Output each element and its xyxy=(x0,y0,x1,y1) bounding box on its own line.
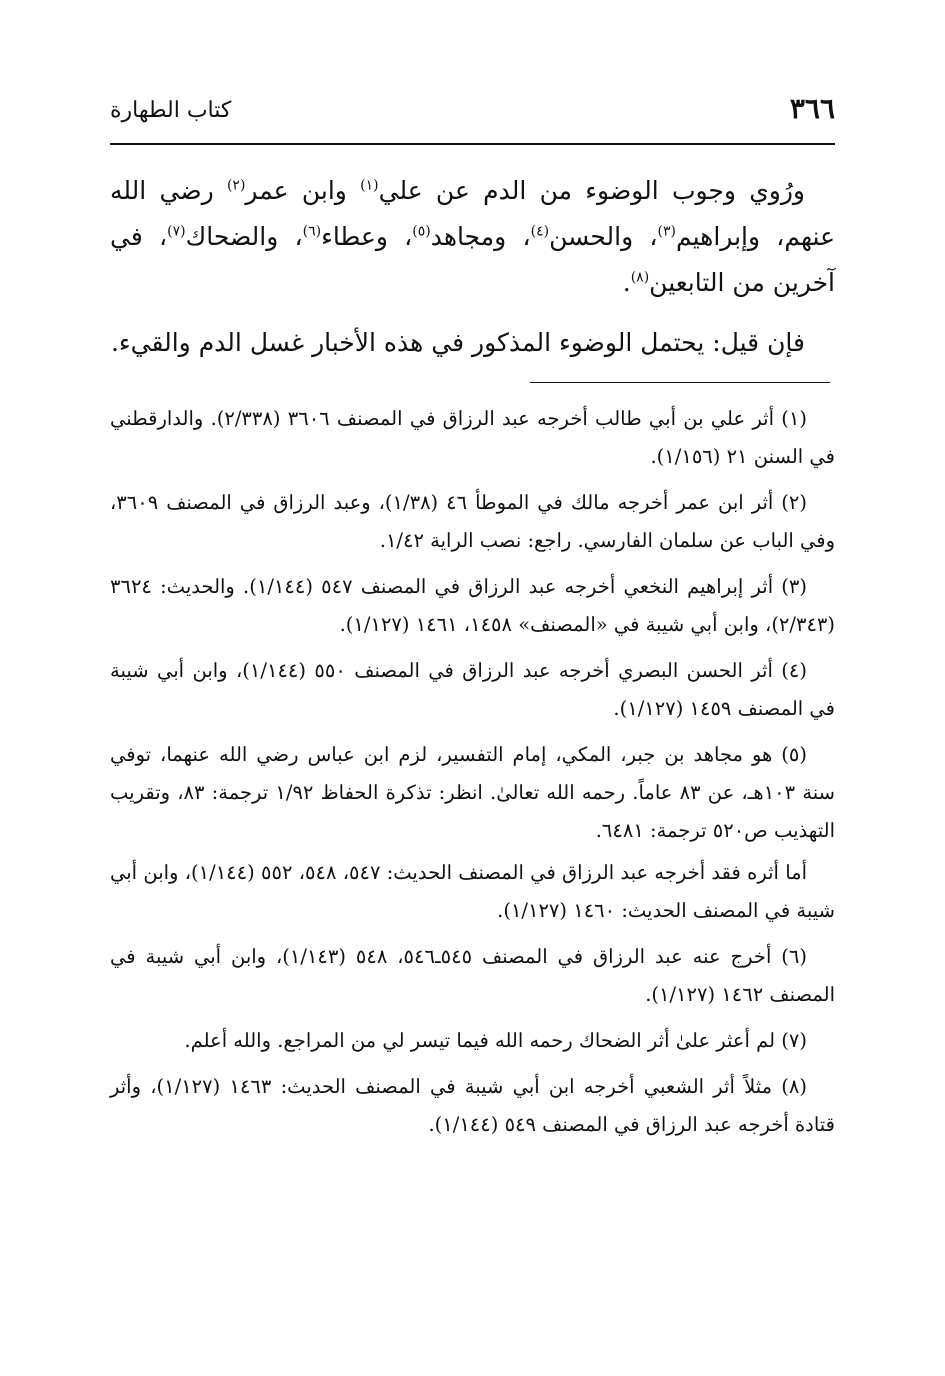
footnote-5-continued: أما أثره فقد أخرجه عبد الرزاق في المصنف الحديث: ٥٤٧، ٥٤٨، ٥٥٢ (١/١٤٤)، وابن أبي شيبة في المصنف الحديث: ١٤٦٠ (١/١٢٧). xyxy=(110,861,835,922)
footnote-ref: (٤) xyxy=(530,223,550,240)
text-run: ورُوي وجوب الوضوء من الدم عن علي xyxy=(378,176,805,205)
footnote-ref: (٣) xyxy=(657,223,676,240)
footnote-separator xyxy=(530,382,830,383)
footnote-ref: (١) xyxy=(360,177,379,194)
footnote-5: (٥) هو مجاهد بن جبر، المكي، إمام التفسير، لزم ابن عباس رضي الله عنهما، توفي سنة ١٠٣هـ، عن ٨٣ عاماً. رحمه الله تعالىٰ. انظر: تذكرة الحفاظ ١/٩٢ ترجمة: ٨٣، وتقريب التهذيب ص٥٢٠ ترجمة: ٦٤٨١. xyxy=(110,743,835,842)
footnote-ref: (٨) xyxy=(630,269,650,286)
footnote-ref: (٦) xyxy=(302,223,322,240)
footnote-4: (٤) أثر الحسن البصري أخرجه عبد الرزاق في المصنف ٥٥٠ (١/١٤٤)، وابن أبي شيبة في المصنف ١٤٥٩ (١/١٢٧). xyxy=(110,659,835,720)
footnotes xyxy=(110,400,835,1152)
footnote-ref: (٥) xyxy=(412,223,431,240)
footnote-8: (٨) مثلاً أثر الشعبي أخرجه ابن أبي شيبة في المصنف الحديث: ١٤٦٣ (١/١٢٧)، وأثر قتادة أخرجه عبد الرزاق في المصنف ٥٤٩ (١/١٤٤). xyxy=(110,1075,835,1136)
footnote-2: (٢) أثر ابن عمر أخرجه مالك في الموطأ ٤٦ (١/٣٨)، وعبد الرزاق في المصنف ٣٦٠٩، وفي الباب عن سلمان الفارسي. راجع: نصب الراية ١/٤٢. xyxy=(110,491,835,552)
paragraph-1 xyxy=(110,168,835,306)
footnote-ref: (٧) xyxy=(167,223,186,240)
page-header xyxy=(110,92,835,136)
page-number: ٣٦٦ xyxy=(789,92,835,125)
footnote-7: (٧) لم أعثر علىٰ أثر الضحاك رحمه الله فيما تيسر لي من المراجع. والله أعلم. xyxy=(184,1029,807,1052)
paragraph-2: فإن قيل: يحتمل الوضوء المذكور في هذه الأخبار غسل الدم والقيء. xyxy=(110,328,805,357)
footnote-6: (٦) أخرج عنه عبد الرزاق في المصنف ٥٤٥ـ٥٤٦، ٥٤٨ (١/١٤٣)، وابن أبي شيبة في المصنف ١٤٦٢ (١/١٢٧). xyxy=(110,945,835,1006)
running-title: كتاب الطهارة xyxy=(110,98,232,123)
main-text xyxy=(110,168,835,366)
text-run: ، والضحاك xyxy=(185,222,303,251)
footnote-1: (١) أثر علي بن أبي طالب أخرجه عبد الرزاق في المصنف ٣٦٠٦ (٢/٣٣٨). والدارقطني في السنن ٢١ (١/١٥٦). xyxy=(110,407,835,468)
text-run: ، وعطاء xyxy=(321,222,413,251)
text-run: ، ومجاهد xyxy=(430,222,531,251)
header-rule xyxy=(110,143,835,145)
footnote-3: (٣) أثر إبراهيم النخعي أخرجه عبد الرزاق في المصنف ٥٤٧ (١/١٤٤). والحديث: ٣٦٢٤ (٢/٣٤٣)، وابن أبي شيبة في «المصنف» ١٤٥٨، ١٤٦١ (١/١٢٧). xyxy=(110,575,835,636)
text-run: ، والحسن xyxy=(549,222,658,251)
text-run: وابن عمر xyxy=(245,176,361,205)
text-run: رضي الله عنهم، وإبراهيم xyxy=(110,176,835,251)
text-run: . xyxy=(622,268,631,297)
footnote-ref: (٢) xyxy=(226,177,246,194)
text-run: ، في آخرين من التابعين xyxy=(110,222,835,297)
